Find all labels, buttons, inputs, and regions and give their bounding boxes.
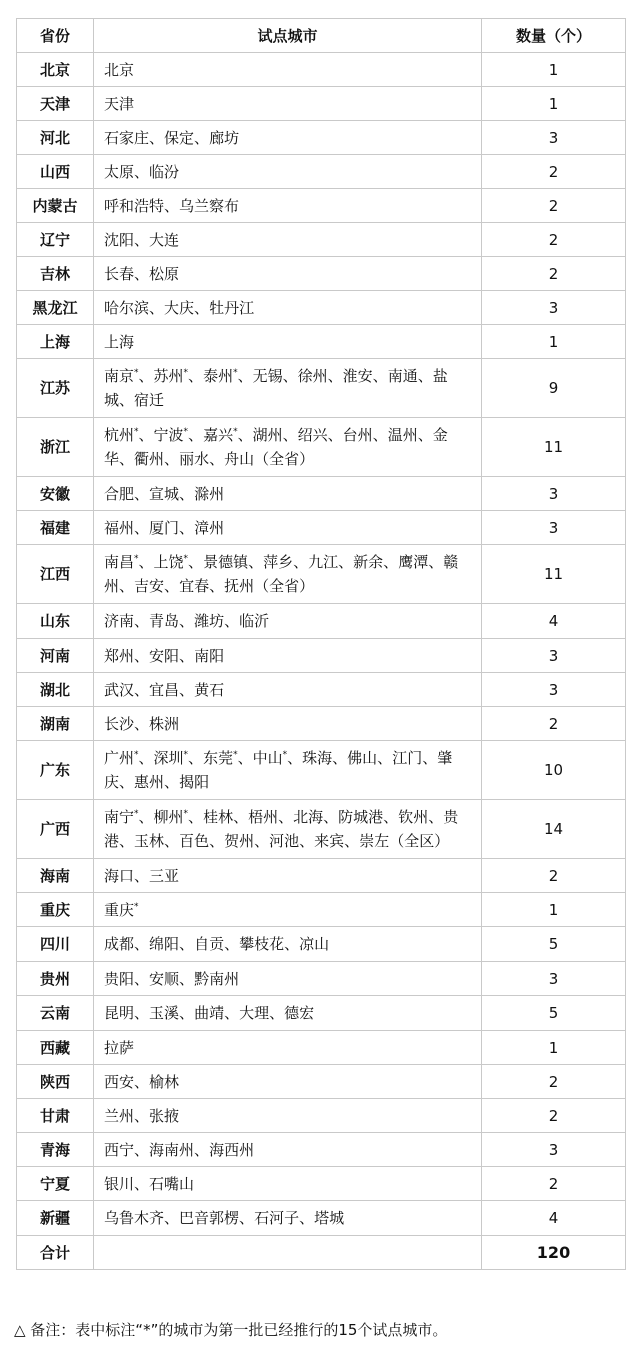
- city-name: 衢州: [134, 450, 165, 468]
- table-row: [17, 859, 626, 893]
- count-cell: 10: [482, 741, 626, 800]
- city-name: 兰州: [104, 1106, 135, 1125]
- cities-cell: [94, 893, 482, 927]
- city-name: 贵阳: [104, 969, 135, 988]
- city-name: 成都: [104, 935, 135, 953]
- city-name: 松原: [149, 264, 180, 283]
- city-name: 崇左: [359, 832, 390, 850]
- city-name: 萍乡: [263, 553, 294, 571]
- city-name: 徐州: [297, 367, 328, 385]
- city-name: 钦州: [398, 808, 429, 826]
- pilot-mark: *: [183, 809, 189, 819]
- pilot-mark: *: [134, 554, 139, 564]
- province-cell: 天津: [17, 87, 94, 121]
- city-name: 鹰潭: [398, 553, 429, 571]
- table-row: [17, 189, 626, 223]
- province-cell: 宁夏: [17, 1167, 94, 1201]
- cities-cell: [94, 1031, 482, 1065]
- count-cell: 1: [482, 53, 626, 87]
- city-name: 黄石: [194, 680, 225, 699]
- city-name: 合肥: [104, 484, 135, 503]
- table-row: [17, 1167, 626, 1201]
- city-name: 苏州: [153, 367, 184, 385]
- table-body: [17, 53, 626, 1236]
- table-row: [17, 257, 626, 291]
- province-cell: 浙江: [17, 418, 94, 477]
- city-name: 青岛: [149, 612, 180, 630]
- city-name: 新余: [353, 553, 384, 571]
- pilot-cities-table-container: [16, 18, 625, 1270]
- cities-cell: 南宁*、柳州*、桂林、梧州、北海、防城港、钦州、贵港、玉林、百色、贺州、河池、来宾、崇左（全区）: [94, 800, 482, 859]
- city-name: 海口: [104, 866, 135, 885]
- table-row: [17, 359, 626, 418]
- count-cell: 2: [482, 189, 626, 223]
- city-name: 西安: [104, 1072, 135, 1091]
- count-cell: 1: [482, 1031, 626, 1065]
- city-name: 厦门: [149, 518, 180, 537]
- province-cell: 西藏: [17, 1031, 94, 1065]
- table-row: [17, 927, 626, 962]
- city-name: 太原: [104, 162, 135, 181]
- city-name: 哈尔滨: [104, 298, 150, 317]
- city-name: 天津: [104, 94, 135, 113]
- city-name: 盐城: [104, 367, 448, 409]
- city-name: 北京: [104, 60, 135, 79]
- pilot-mark: *: [183, 554, 189, 564]
- table-row: [17, 962, 626, 996]
- count-cell: 2: [482, 1099, 626, 1133]
- count-cell: 1: [482, 325, 626, 359]
- count-cell: 3: [482, 291, 626, 325]
- table-row: [17, 53, 626, 87]
- city-name: 临沂: [239, 612, 270, 630]
- table-row: [17, 418, 626, 477]
- table-row: [17, 291, 626, 325]
- city-name: 舟山: [224, 450, 255, 468]
- city-name: 海西州: [209, 1140, 255, 1159]
- count-cell: 3: [482, 673, 626, 707]
- cities-cell: 乌鲁木齐、巴音郭楞、石河子、塔城: [94, 1201, 482, 1236]
- pilot-mark: *: [134, 427, 139, 437]
- pilot-mark: *: [134, 368, 139, 378]
- cities-cell: 济南、青岛、潍坊、临沂: [94, 604, 482, 639]
- city-name: 景德镇: [203, 553, 249, 571]
- cities-cell: 银川、石嘴山: [94, 1167, 482, 1201]
- city-name: 昆明: [104, 1004, 135, 1022]
- province-cell: 山西: [17, 155, 94, 189]
- province-cell: 湖北: [17, 673, 94, 707]
- cities-cell: 武汉、宜昌、黄石: [94, 673, 482, 707]
- header-province: 省份: [17, 19, 94, 53]
- cities-cell: 海口、三亚: [94, 859, 482, 893]
- city-name: 南京: [104, 367, 135, 385]
- city-name: 南昌: [104, 553, 135, 571]
- city-name: 揭阳: [179, 773, 210, 791]
- city-name: 上饶: [153, 553, 184, 571]
- count-cell: 1: [482, 893, 626, 927]
- city-name: 大理: [239, 1004, 270, 1022]
- city-name: 贵港: [104, 808, 459, 850]
- city-name: 石嘴山: [149, 1174, 195, 1193]
- count-cell: 3: [482, 121, 626, 155]
- count-cell: 4: [482, 604, 626, 639]
- province-cell: 内蒙古: [17, 189, 94, 223]
- city-name: 凉山: [299, 935, 330, 953]
- province-cell: 江西: [17, 545, 94, 604]
- cities-cell: 郑州、安阳、南阳: [94, 639, 482, 673]
- pilot-mark: *: [233, 750, 238, 760]
- province-cell: 海南: [17, 859, 94, 893]
- cities-cell: 南昌*、上饶*、景德镇、萍乡、九江、新余、鹰潭、赣州、吉安、宜春、抚州（全省）: [94, 545, 482, 604]
- table-row: [17, 1133, 626, 1167]
- province-cell: 河北: [17, 121, 94, 155]
- count-cell: 5: [482, 996, 626, 1031]
- city-name: 廊坊: [209, 128, 240, 147]
- city-name: 石家庄: [104, 128, 150, 147]
- city-name: 泰州: [203, 367, 234, 385]
- count-cell: 1: [482, 87, 626, 121]
- city-name: 百色: [179, 832, 210, 850]
- table-row: [17, 639, 626, 673]
- city-name: 潍坊: [194, 612, 225, 630]
- cities-cell: 太原、临汾: [94, 155, 482, 189]
- city-name: 梧州: [248, 808, 279, 826]
- count-cell: 5: [482, 927, 626, 962]
- header-count: 数量（个）: [482, 19, 626, 53]
- table-row: [17, 1065, 626, 1099]
- table-row: [17, 511, 626, 545]
- city-name: 绵阳: [149, 935, 180, 953]
- count-cell: 3: [482, 477, 626, 511]
- count-cell: 3: [482, 511, 626, 545]
- city-name: 石河子: [254, 1209, 300, 1227]
- table-row: [17, 673, 626, 707]
- province-cell: 广西: [17, 800, 94, 859]
- city-name: 呼和浩特: [104, 196, 165, 215]
- footnote: △ 备注：表中标注“*”的城市为第一批已经推行的15个试点城市。: [14, 1321, 448, 1339]
- city-name: 丽水: [179, 450, 210, 468]
- province-cell: 重庆: [17, 893, 94, 927]
- city-name: 长春: [104, 264, 135, 283]
- city-name: 柳州: [153, 808, 184, 826]
- count-cell: 2: [482, 707, 626, 741]
- coverage-suffix: （全省）: [254, 577, 315, 595]
- city-name: 乌鲁木齐: [104, 1209, 165, 1227]
- province-cell: 黑龙江: [17, 291, 94, 325]
- city-name: 南宁: [104, 808, 135, 826]
- cities-cell: 广州*、深圳*、东莞*、中山*、珠海、佛山、江门、肇庆、惠州、揭阳: [94, 741, 482, 800]
- cities-cell: 合肥、宣城、滁州: [94, 477, 482, 511]
- total-cities: [94, 1236, 482, 1270]
- pilot-mark: *: [282, 750, 288, 760]
- city-name: 漳州: [194, 518, 225, 537]
- city-name: 宜春: [179, 577, 210, 595]
- city-name: 吉安: [134, 577, 165, 595]
- city-name: 嘉兴: [203, 426, 234, 444]
- city-name: 来宾: [314, 832, 345, 850]
- province-cell: 四川: [17, 927, 94, 962]
- city-name: 宁波: [153, 426, 184, 444]
- city-name: 宿迁: [134, 391, 165, 409]
- table-row: [17, 325, 626, 359]
- city-name: 肇庆: [104, 749, 453, 791]
- province-cell: 云南: [17, 996, 94, 1031]
- city-name: 福州: [104, 518, 135, 537]
- province-cell: 北京: [17, 53, 94, 87]
- count-cell: 2: [482, 1065, 626, 1099]
- city-name: 长沙: [104, 714, 135, 733]
- city-name: 宣城: [149, 484, 180, 503]
- table-row: [17, 1031, 626, 1065]
- pilot-cities-table: [16, 18, 626, 1270]
- pilot-mark: *: [233, 427, 238, 437]
- table-header-row: [17, 19, 626, 53]
- table-row: [17, 1099, 626, 1133]
- coverage-suffix: （全区）: [389, 832, 450, 850]
- table-row: [17, 893, 626, 927]
- city-name: 杭州: [104, 426, 135, 444]
- city-name: 武汉: [104, 680, 135, 699]
- cities-cell: 成都、绵阳、自贡、攀枝花、凉山: [94, 927, 482, 962]
- city-name: 金华: [104, 426, 448, 468]
- count-cell: 3: [482, 962, 626, 996]
- city-name: 南阳: [194, 646, 225, 665]
- cities-cell: [94, 325, 482, 359]
- city-name: 绍兴: [297, 426, 328, 444]
- province-cell: 青海: [17, 1133, 94, 1167]
- province-cell: 辽宁: [17, 223, 94, 257]
- count-cell: 11: [482, 418, 626, 477]
- province-cell: 福建: [17, 511, 94, 545]
- city-name: 滁州: [194, 484, 225, 503]
- cities-cell: 昆明、玉溪、曲靖、大理、德宏: [94, 996, 482, 1031]
- count-cell: 14: [482, 800, 626, 859]
- pilot-mark: *: [183, 427, 189, 437]
- city-name: 南通: [387, 367, 418, 385]
- province-cell: 湖南: [17, 707, 94, 741]
- city-name: 德宏: [284, 1004, 315, 1022]
- city-name: 保定: [164, 128, 195, 147]
- table-row: [17, 545, 626, 604]
- city-name: 银川: [104, 1174, 135, 1193]
- count-cell: 9: [482, 359, 626, 418]
- city-name: 攀枝花: [239, 935, 285, 953]
- province-cell: 上海: [17, 325, 94, 359]
- city-name: 佛山: [347, 749, 378, 767]
- city-name: 海南州: [149, 1140, 195, 1159]
- city-name: 珠海: [302, 749, 333, 767]
- city-name: 三亚: [149, 866, 180, 885]
- total-row: [17, 1236, 626, 1270]
- city-name: 自贡: [194, 935, 225, 953]
- total-label: 合计: [17, 1236, 94, 1270]
- table-row: [17, 707, 626, 741]
- city-name: 塔城: [314, 1209, 345, 1227]
- province-cell: 甘肃: [17, 1099, 94, 1133]
- city-name: 牡丹江: [209, 298, 255, 317]
- cities-cell: 石家庄、保定、廊坊: [94, 121, 482, 155]
- cities-cell: [94, 87, 482, 121]
- city-name: 安阳: [149, 646, 180, 665]
- count-cell: 2: [482, 223, 626, 257]
- city-name: 贺州: [224, 832, 255, 850]
- province-cell: 安徽: [17, 477, 94, 511]
- header-cities: 试点城市: [94, 19, 482, 53]
- pilot-mark: *: [183, 368, 189, 378]
- city-name: 东莞: [203, 749, 234, 767]
- cities-cell: 呼和浩特、乌兰察布: [94, 189, 482, 223]
- count-cell: 2: [482, 1167, 626, 1201]
- cities-cell: 贵阳、安顺、黔南州: [94, 962, 482, 996]
- city-name: 乌兰察布: [179, 196, 240, 215]
- pilot-mark: *: [233, 368, 238, 378]
- city-name: 宜昌: [149, 680, 180, 699]
- province-cell: 吉林: [17, 257, 94, 291]
- city-name: 桂林: [203, 808, 234, 826]
- pilot-mark: *: [134, 750, 139, 760]
- count-cell: 2: [482, 257, 626, 291]
- province-cell: 山东: [17, 604, 94, 639]
- city-name: 沈阳: [104, 230, 135, 249]
- table-row: [17, 223, 626, 257]
- city-name: 重庆: [104, 900, 135, 919]
- city-name: 湖州: [252, 426, 283, 444]
- city-name: 玉林: [134, 832, 165, 850]
- table-row: [17, 604, 626, 639]
- table-row: [17, 800, 626, 859]
- table-row: [17, 996, 626, 1031]
- city-name: 九江: [308, 553, 339, 571]
- cities-cell: 西安、榆林: [94, 1065, 482, 1099]
- province-cell: 江苏: [17, 359, 94, 418]
- city-name: 株洲: [149, 714, 180, 733]
- city-name: 郑州: [104, 646, 135, 665]
- city-name: 西宁: [104, 1140, 135, 1159]
- province-cell: 陕西: [17, 1065, 94, 1099]
- pilot-mark: *: [134, 809, 139, 819]
- coverage-suffix: （全省）: [254, 450, 315, 468]
- city-name: 上海: [104, 332, 135, 351]
- count-cell: 11: [482, 545, 626, 604]
- city-name: 济南: [104, 612, 135, 630]
- city-name: 拉萨: [104, 1038, 135, 1057]
- count-cell: 2: [482, 859, 626, 893]
- table-row: [17, 87, 626, 121]
- cities-cell: 长沙、株洲: [94, 707, 482, 741]
- city-name: 曲靖: [194, 1004, 225, 1022]
- city-name: 榆林: [149, 1072, 180, 1091]
- pilot-mark: *: [183, 750, 189, 760]
- city-name: 广州: [104, 749, 135, 767]
- city-name: 大庆: [164, 298, 195, 317]
- table-row: [17, 477, 626, 511]
- total-count: 120: [482, 1236, 626, 1270]
- city-name: 淮安: [342, 367, 373, 385]
- cities-cell: 沈阳、大连: [94, 223, 482, 257]
- cities-cell: 长春、松原: [94, 257, 482, 291]
- city-name: 江门: [392, 749, 423, 767]
- cities-cell: 南京*、苏州*、泰州*、无锡、徐州、淮安、南通、盐城、宿迁: [94, 359, 482, 418]
- pilot-mark: *: [134, 901, 139, 912]
- city-name: 黔南州: [194, 969, 240, 988]
- city-name: 惠州: [134, 773, 165, 791]
- province-cell: 河南: [17, 639, 94, 673]
- cities-cell: 杭州*、宁波*、嘉兴*、湖州、绍兴、台州、温州、金华、衢州、丽水、舟山（全省）: [94, 418, 482, 477]
- count-cell: 3: [482, 639, 626, 673]
- city-name: 北海: [293, 808, 324, 826]
- cities-cell: 兰州、张掖: [94, 1099, 482, 1133]
- city-name: 玉溪: [149, 1004, 180, 1022]
- table-row: [17, 1201, 626, 1236]
- count-cell: 3: [482, 1133, 626, 1167]
- cities-cell: [94, 53, 482, 87]
- city-name: 抚州: [224, 577, 255, 595]
- count-cell: 2: [482, 155, 626, 189]
- city-name: 张掖: [149, 1106, 180, 1125]
- cities-cell: 哈尔滨、大庆、牡丹江: [94, 291, 482, 325]
- city-name: 深圳: [153, 749, 184, 767]
- cities-cell: 福州、厦门、漳州: [94, 511, 482, 545]
- city-name: 巴音郭楞: [179, 1209, 240, 1227]
- province-cell: 广东: [17, 741, 94, 800]
- city-name: 临汾: [149, 162, 180, 181]
- count-cell: 4: [482, 1201, 626, 1236]
- city-name: 温州: [387, 426, 418, 444]
- table-row: [17, 155, 626, 189]
- table-row: [17, 741, 626, 800]
- table-row: [17, 121, 626, 155]
- city-name: 安顺: [149, 969, 180, 988]
- city-name: 中山: [252, 749, 283, 767]
- city-name: 大连: [149, 230, 180, 249]
- city-name: 防城港: [338, 808, 384, 826]
- city-name: 河池: [269, 832, 300, 850]
- cities-cell: 西宁、海南州、海西州: [94, 1133, 482, 1167]
- province-cell: 新疆: [17, 1201, 94, 1236]
- province-cell: 贵州: [17, 962, 94, 996]
- city-name: 台州: [342, 426, 373, 444]
- city-name: 赣州: [104, 553, 459, 595]
- city-name: 无锡: [252, 367, 283, 385]
